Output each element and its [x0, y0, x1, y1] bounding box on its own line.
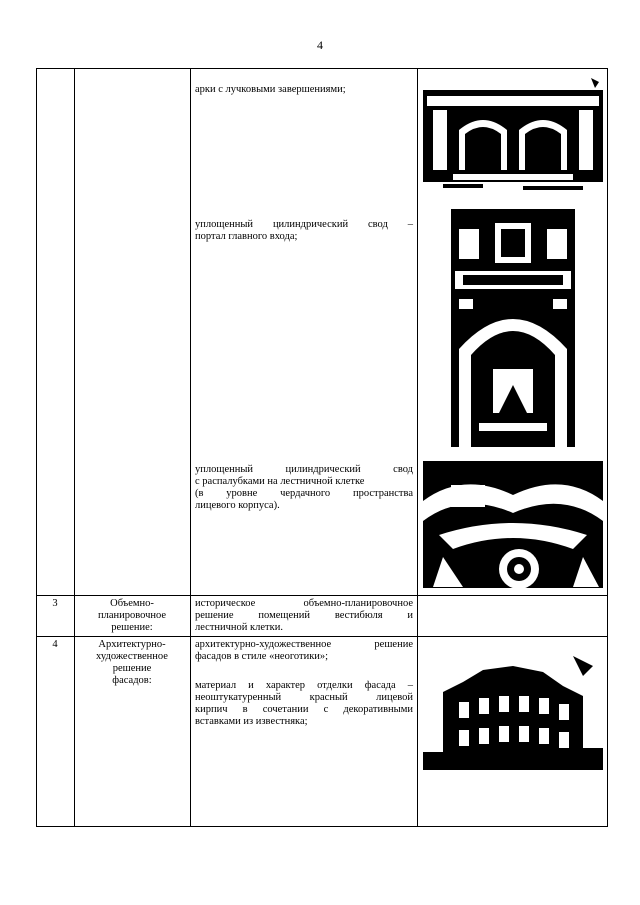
row-3-name-line3: решение:	[111, 622, 153, 633]
page-number: 4	[317, 38, 323, 52]
stair-vault-description-line4: лицевого корпуса).	[195, 500, 280, 511]
row-4-name-line2: художественное	[96, 651, 168, 662]
row-4-name-line1: Архитектурно-	[98, 639, 166, 650]
stair-vault-description-line2: с распалубками на лестничной клетке	[195, 476, 365, 487]
row-4-name-line4: фасадов:	[112, 675, 152, 686]
portal-vault-description-line2: портал главного входа;	[195, 231, 298, 242]
row-4-material-line3: кирпич в сочетании с декоративными	[195, 704, 413, 715]
facade-photo	[423, 652, 603, 770]
row-4-material-line4: вставками из известняка;	[195, 716, 308, 727]
row-4-material-line2: неоштукатуренный красный лицевой	[195, 692, 413, 703]
arches-description: арки с лучковыми завершениями;	[195, 84, 346, 95]
stair-vault-photo	[423, 461, 603, 588]
row-4-number: 4	[52, 639, 58, 650]
stair-vault-description-line1: уплощенный цилиндрический свод	[195, 464, 413, 475]
row-4-style-line1: архитектурно-художественное решение	[195, 639, 413, 650]
row-3-name-line1: Объемно-	[110, 598, 154, 609]
row-3-name-line2: планировочное	[97, 610, 167, 621]
stair-vault-description-line3: (в уровне чердачного пространства	[195, 488, 413, 499]
row-3-number: 3	[52, 598, 58, 609]
portal-vault-description-line1: уплощенный цилиндрический свод –	[195, 219, 413, 230]
row-3-description-line1: историческое объемно-планировочное	[195, 598, 413, 609]
row-3-description-line3: лестничной клетки.	[195, 622, 283, 633]
row-4-style-line2: фасадов в стиле «неоготики»;	[195, 651, 329, 662]
row-4-material-line1: материал и характер отделки фасада –	[195, 680, 413, 691]
arches-photo	[423, 78, 603, 194]
portal-vault-photo	[423, 209, 603, 447]
row-4-name-line3: решение	[112, 663, 152, 674]
row-3-description-line2: решение помещений вестибюля и	[195, 610, 413, 621]
